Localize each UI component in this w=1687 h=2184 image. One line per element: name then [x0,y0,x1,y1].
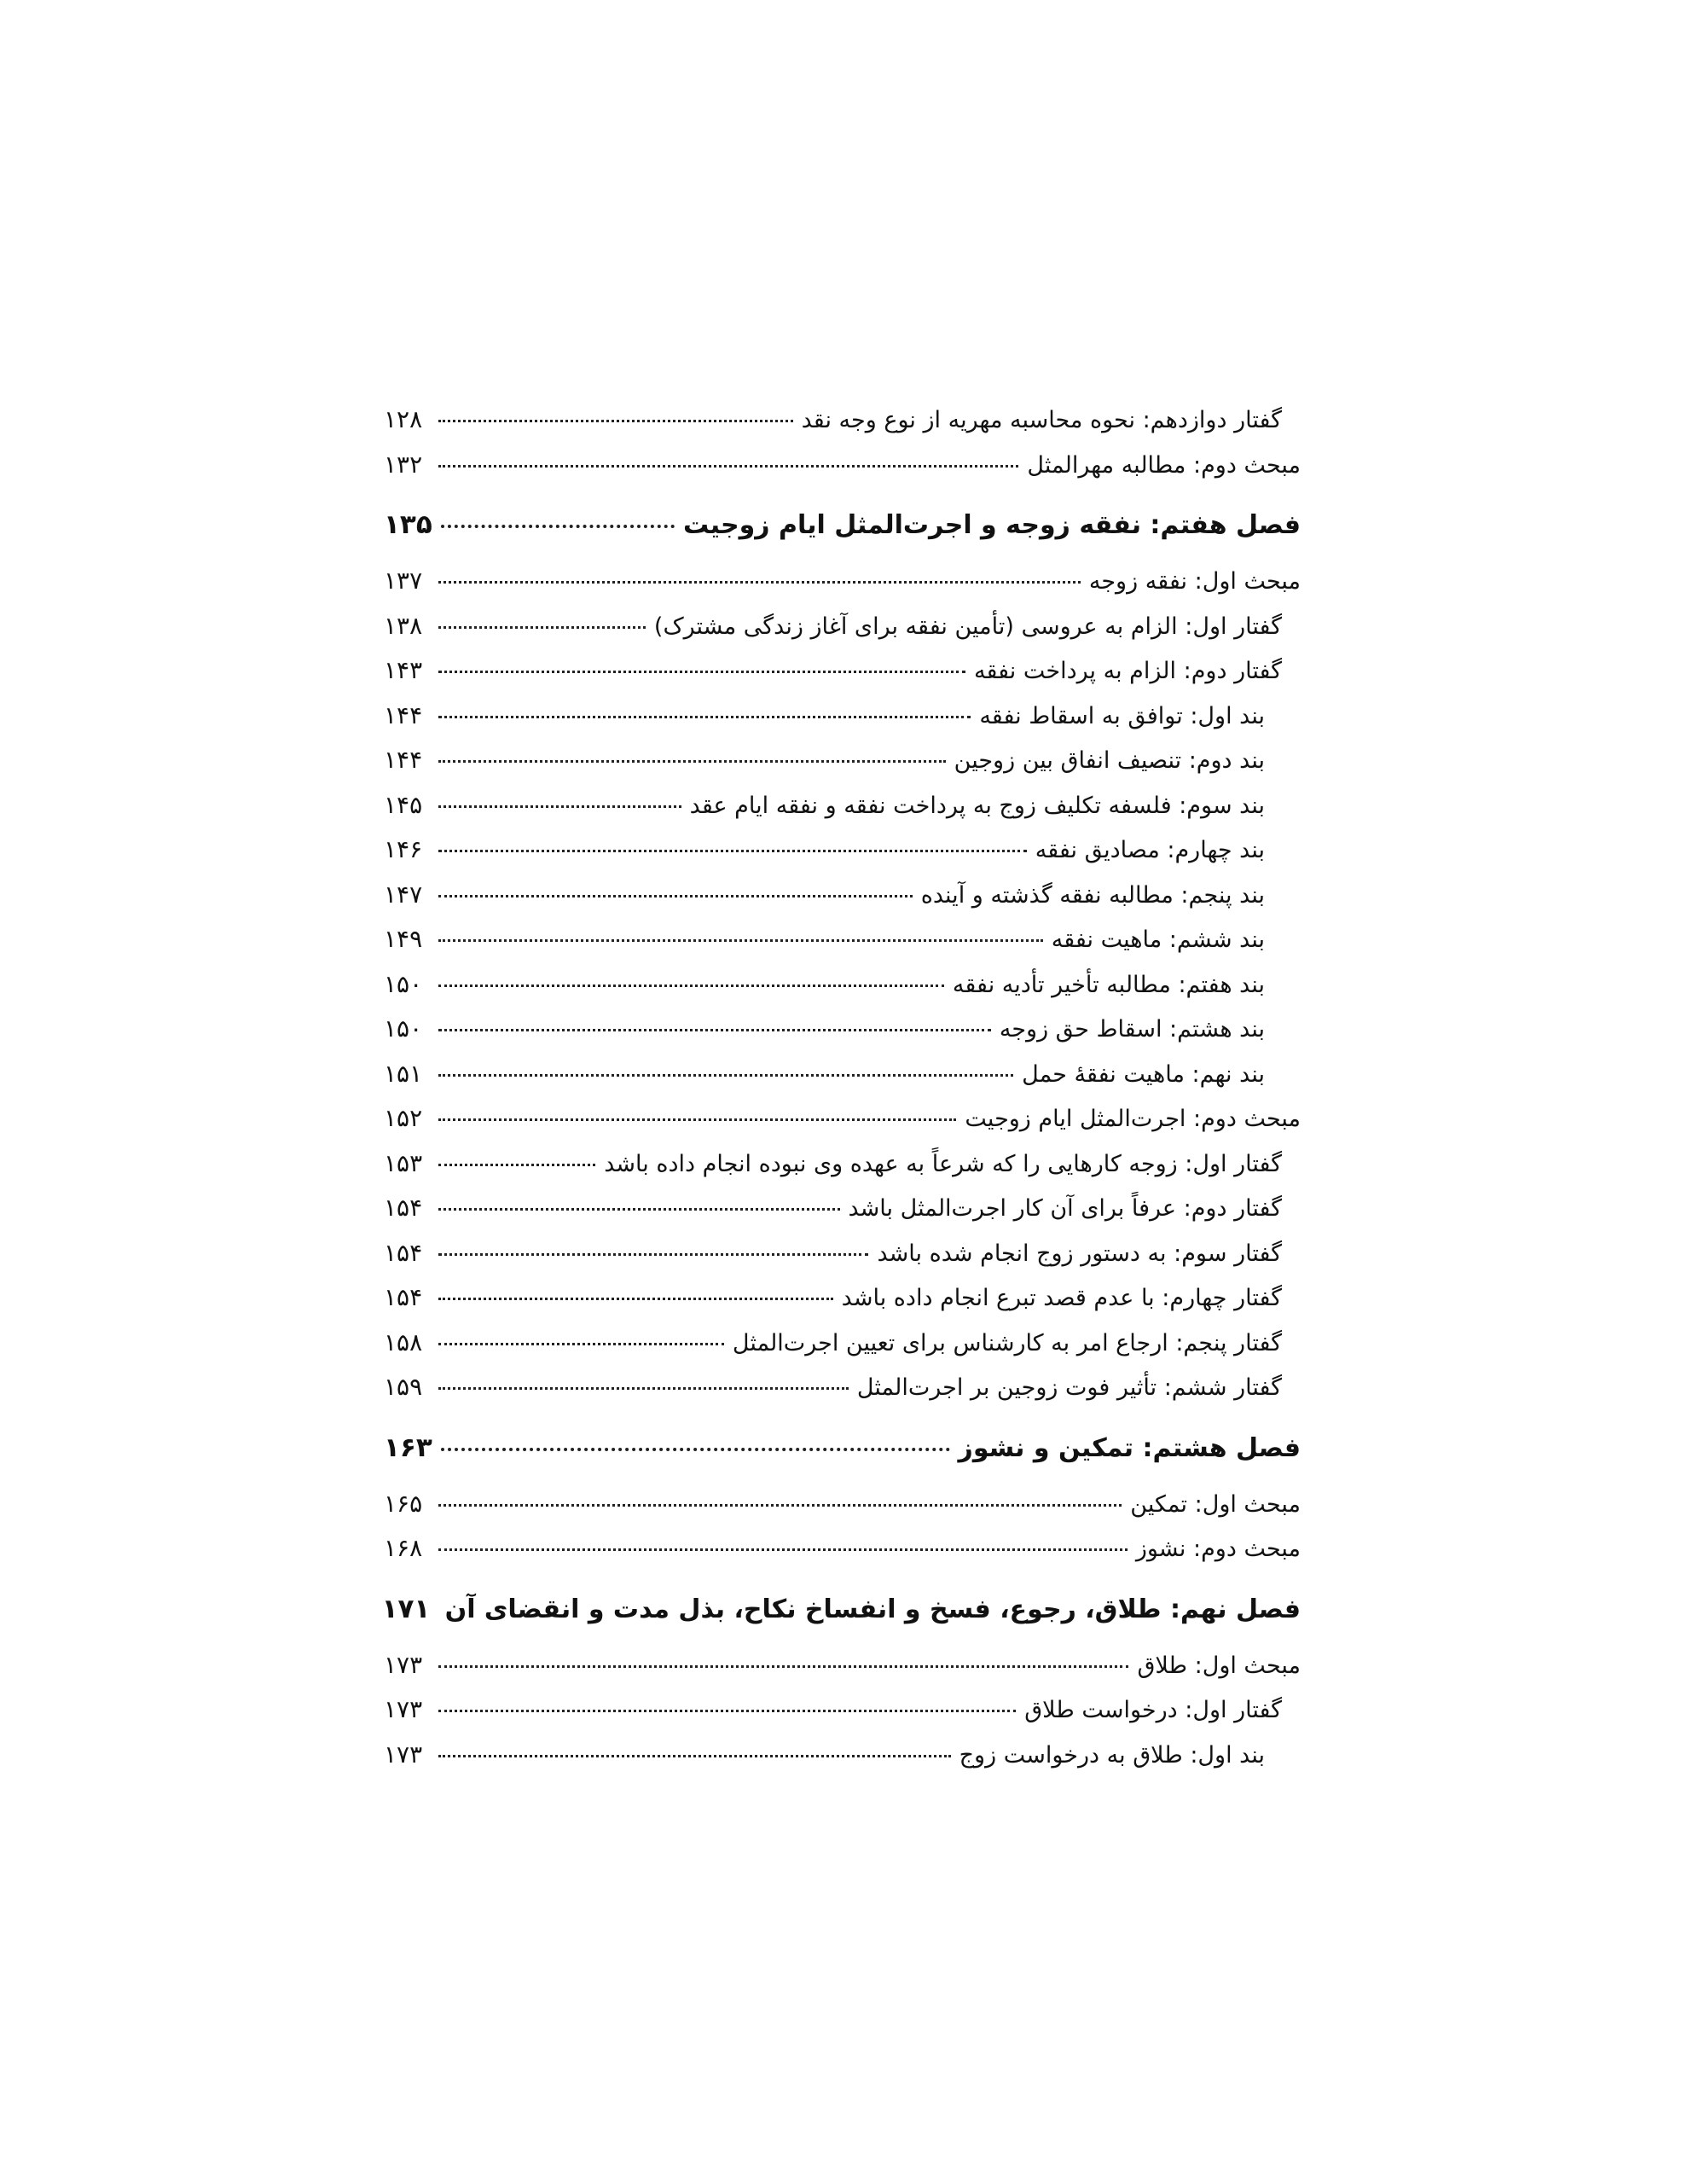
toc-page-number: ۱۵۴ [384,1194,423,1222]
toc-entry-title: مبحث اول: طلاق [1137,1652,1301,1679]
dot-leader [438,1755,951,1757]
toc-page-number: ۱۵۳ [384,1148,423,1177]
toc-entry-title: بند اول: طلاق به درخواست زوج [959,1741,1265,1769]
toc-entry-row [384,1482,1301,1527]
toc-page-number: ۱۴۷ [384,880,423,909]
dot-leader [438,760,946,763]
toc-entry-title: گفتار اول: زوجه کارهایی را که شرعاً به عهده وی نبوده انجام داده باشد [604,1150,1282,1177]
toc-page-number: ۱۵۸ [384,1327,423,1356]
toc-page-number: ۱۶۵ [384,1489,423,1518]
toc-entry-row [384,828,1301,873]
toc-entry-row [384,917,1301,962]
toc-page-number: ۱۶۸ [384,1534,423,1562]
dot-leader [438,1343,724,1345]
toc-entry-row [384,783,1301,828]
toc-page-number: ۱۵۰ [384,969,423,998]
toc-page-number: ۱۴۳ [384,656,423,684]
toc-page-number: ۱۵۴ [384,1283,423,1311]
toc-entry-row [384,1321,1301,1366]
toc-entry-title: مبحث دوم: مطالبه مهرالمثل [1027,451,1301,479]
toc-entry-title: بند ششم: ماهیت نفقه [1051,926,1265,953]
toc-entry-row [384,398,1301,443]
dot-leader [438,671,965,673]
toc-page-number: ۱۵۲ [384,1104,423,1132]
toc-entry-row [384,604,1301,649]
dot-leader [438,1253,868,1256]
dot-leader [438,1504,1122,1507]
toc-chapter-row [384,499,1301,550]
dot-leader [441,1448,950,1451]
dot-leader [438,716,971,718]
toc-page-number: ۱۷۳ [384,1650,423,1679]
toc-entry-title: بند اول: توافق به اسقاط نفقه [979,702,1265,729]
dot-leader [438,581,1081,584]
dot-leader [438,1118,956,1121]
dot-leader [438,1710,1016,1712]
toc-page-number: ۱۴۹ [384,925,423,953]
toc-entry-row [384,559,1301,604]
toc-entry-title: مبحث اول: تمکین [1130,1490,1301,1518]
dot-leader [438,1208,840,1211]
toc-entry-row [384,1052,1301,1097]
toc-entry-row [384,1007,1301,1052]
toc-chapter-row [381,1583,1301,1635]
toc-entry-row [384,1643,1301,1688]
dot-leader [438,1029,991,1031]
toc-entry-title: گفتار پنجم: ارجاع امر به کارشناس برای تعیین اجرت‌المثل [732,1329,1282,1356]
toc-entry-row [384,694,1301,739]
dot-leader [438,420,793,422]
toc-page-number: ۱۷۳ [384,1740,423,1769]
dot-leader [438,1387,849,1390]
toc-entry-row [384,1231,1301,1276]
dot-leader [438,1298,833,1300]
toc-entry-title: گفتار ششم: تأثیر فوت زوجین بر اجرت‌المثل [856,1374,1282,1401]
toc-entry-title: بند دوم: تنصیف انفاق بین زوجین [954,747,1265,774]
dot-leader [438,985,944,987]
toc-entry-row [384,738,1301,783]
dot-leader [438,895,913,897]
dot-leader [438,465,1018,468]
toc-entry-title: بند چهارم: مصادیق نفقه [1035,837,1265,863]
toc-page-number: ۱۵۴ [384,1238,423,1267]
dot-leader [438,626,646,629]
toc-chapter-row [384,1422,1301,1473]
dot-leader [438,1074,1013,1077]
toc-entry-row [384,962,1301,1008]
toc-page-number: ۱۷۳ [384,1695,423,1723]
dot-leader [438,805,681,808]
toc-entry-row [384,1141,1301,1187]
toc-page-number: ۱۲۸ [384,405,423,433]
toc-entry-title: گفتار دوازدهم: نحوه محاسبه مهریه از نوع وجه نقد [801,407,1282,433]
toc-page-number: ۱۳۵ [384,509,432,540]
toc-entry-title: مبحث دوم: نشوز [1135,1536,1301,1562]
toc-entry-title: گفتار دوم: الزام به پرداخت نفقه [974,658,1282,684]
toc-entry-title: مبحث اول: نفقه زوجه [1088,568,1301,595]
toc-page-number: ۱۶۳ [384,1432,432,1463]
toc-entry-title: مبحث دوم: اجرت‌المثل ایام زوجیت [965,1106,1301,1132]
toc-entry-title: بند نهم: ماهیت نفقهٔ حمل [1022,1060,1265,1088]
dot-leader [438,1164,595,1166]
toc-entry-row [384,1526,1301,1571]
toc-entry-row [384,1687,1301,1733]
toc-entry-title: گفتار اول: درخواست طلاق [1024,1697,1282,1723]
toc-entry-row [384,873,1301,918]
toc-entry-title: بند هشتم: اسقاط حق زوجه [999,1016,1265,1043]
toc-page-number: ۱۴۶ [384,835,423,863]
dot-leader [438,1665,1128,1668]
dot-leader [441,525,675,528]
toc-page-number: ۱۴۴ [384,746,423,774]
toc-page-number: ۱۵۱ [384,1059,423,1088]
toc-entry-title: گفتار سوم: به دستور زوج انجام شده باشد [877,1240,1282,1267]
toc-page-number: ۱۳۷ [384,566,423,595]
toc-entry-row [384,1275,1301,1321]
toc-entry-row [384,1186,1301,1231]
toc-entry-row [384,648,1301,694]
toc-entry-title: گفتار چهارم: با عدم قصد تبرع انجام داده باشد [841,1285,1282,1311]
toc-entry-title: بند پنجم: مطالبه نفقه گذشته و آینده [920,881,1265,909]
toc-entry-title: بند هفتم: مطالبه تأخیر تأدیه نفقه [952,971,1265,998]
toc-entry-row [384,1733,1301,1778]
toc-entry-title: گفتار دوم: عرفاً برای آن کار اجرت‌المثل باشد [848,1195,1282,1222]
toc-page-number: ۱۵۹ [384,1373,423,1401]
toc-page-number: ۱۵۰ [384,1014,423,1043]
table-of-contents [381,398,1301,1777]
toc-page-number: ۱۳۲ [384,450,423,479]
toc-entry-row [384,1096,1301,1141]
toc-page-number: ۱۳۸ [384,611,423,640]
dot-leader [438,1548,1128,1551]
toc-entry-title: فصل هشتم: تمکین و نشوز [958,1432,1301,1463]
dot-leader [438,850,1027,852]
toc-page-number: ۱۴۵ [384,790,423,819]
toc-entry-title: فصل نهم: طلاق، رجوع، فسخ و انفساخ نکاح، بذل مدت و انقضای آن [444,1594,1301,1624]
dot-leader [438,939,1043,942]
toc-page-number: ۱۷۱ [381,1593,431,1624]
toc-entry-title: فصل هفتم: نفقه زوجه و اجرت‌المثل ایام زوجیت [682,510,1301,540]
toc-entry-row [384,1365,1301,1410]
toc-entry-title: بند سوم: فلسفه تکلیف زوج به پرداخت نفقه و نفقه ایام عقد [689,792,1265,819]
toc-page-number: ۱۴۴ [384,700,423,729]
toc-entry-row [384,443,1301,488]
toc-entry-title: گفتار اول: الزام به عروسی (تأمین نفقه برای آغاز زندگی مشترک) [653,613,1282,640]
